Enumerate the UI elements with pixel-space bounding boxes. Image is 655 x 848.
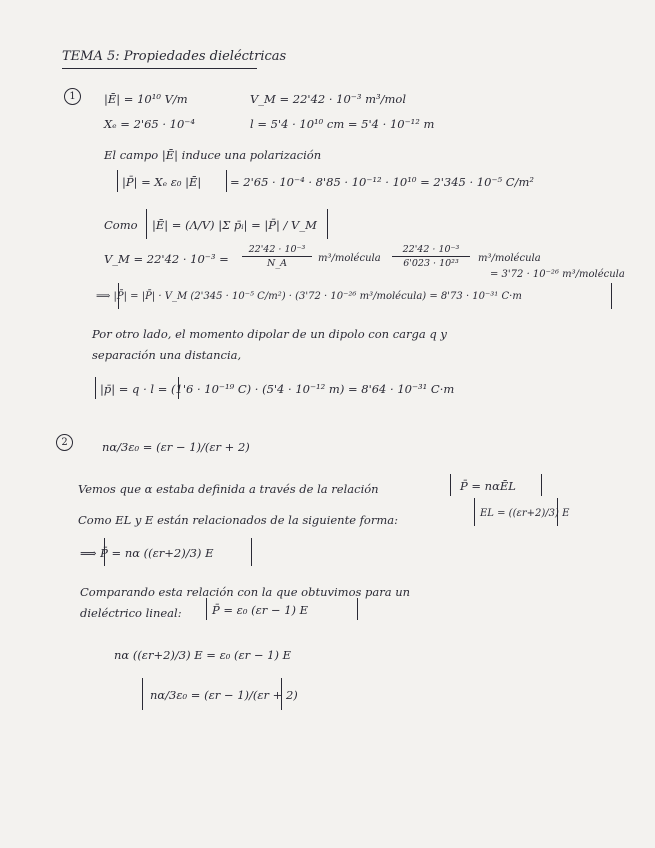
vm-fraction-1-den: N_A: [267, 258, 287, 269]
dipole-equation: |p̄| = q · l = (1'6 · 10⁻¹⁹ C) · (5'4 · 10⁻¹² m) = 8'64 · 10⁻³¹ C·m: [100, 382, 455, 396]
vm-fraction-1: [242, 244, 312, 269]
dipole-text-1: Por otro lado, el momento dipolar de un dipolo con carga q y: [92, 327, 447, 341]
local-field-equation: EL = ((εr+2)/3) E: [480, 508, 570, 519]
molar-volume-line: V_M = 22'42 · 10⁻³ =: [104, 252, 229, 266]
vm-fraction-2-den: 6'023 · 10²³: [403, 258, 459, 269]
vm-fraction-1-num: 22'42 · 10⁻³: [248, 244, 306, 255]
relation-equation: P̄ = nαĒL: [460, 479, 516, 493]
vm-result: = 3'72 · 10⁻²⁶ m³/molécula: [490, 269, 625, 280]
problem-2-text-4: dieléctrico lineal:: [80, 606, 182, 620]
title-underline: [62, 68, 257, 69]
problem-2-text-3: Comparando esta relación con la que obtuvimos para un: [80, 585, 411, 599]
given-molar-volume: V_M = 22'42 · 10⁻³ m³/mol: [250, 92, 407, 106]
problem-2-text-1: Vemos que α estaba definida a través de la relación: [78, 482, 379, 496]
como-label: Como: [104, 218, 138, 232]
problem-2-text-2: Como EL y E están relacionados de la siguiente forma:: [78, 513, 398, 527]
page-title: TEMA 5: Propiedades dieléctricas: [62, 49, 287, 64]
intro-text: El campo |Ē| induce una polarización: [104, 148, 322, 162]
vm-unit-1: m³/molécula: [318, 253, 381, 264]
fraction-bar: [242, 256, 312, 257]
polarization-equation: |P̄| = Xₑ ε₀ |Ē|: [122, 175, 202, 189]
result-equation: ⟹ |P̄| = |P̄| · V_M (2'345 · 10⁻⁵ C/m²) · (3'72 · 10⁻²⁶ m³/molécula) = 8'73 · 10⁻³¹ C·m: [96, 291, 522, 302]
vm-unit-2: m³/molécula: [478, 253, 541, 264]
vm-fraction-2: [392, 244, 470, 269]
comparison-equation: nα ((εr+2)/3) E = ε₀ (εr − 1) E: [114, 648, 291, 662]
problem-2-number: 2: [56, 434, 73, 451]
dipole-text-2: separación una distancia,: [92, 348, 242, 362]
p2-equation: ⟹ P̄ = nα ((εr+2)/3) E: [80, 546, 214, 560]
vm-fraction-2-num: 22'42 · 10⁻³: [402, 244, 460, 255]
problem-2-equation: nα/3ε₀ = (εr − 1)/(εr + 2): [102, 440, 250, 454]
fraction-bar: [392, 256, 470, 257]
given-susceptibility: Xₑ = 2'65 · 10⁻⁴: [104, 117, 195, 131]
como-equation: |Ē| = (Λ/V) |Σ p̄ᵢ| = |P̄| / V_M: [152, 218, 317, 232]
problem-1-number: 1: [64, 88, 81, 105]
polarization-value: = 2'65 · 10⁻⁴ · 8'85 · 10⁻¹² · 10¹⁰ = 2'345 · 10⁻⁵ C/m²: [230, 175, 534, 189]
given-length: l = 5'4 · 10¹⁰ cm = 5'4 · 10⁻¹² m: [250, 117, 435, 131]
final-equation: nα/3ε₀ = (εr − 1)/(εr + 2): [150, 688, 298, 702]
given-field: |Ē| = 10¹⁰ V/m: [104, 92, 188, 106]
linear-equation: P̄ = ε₀ (εr − 1) E: [212, 603, 309, 617]
